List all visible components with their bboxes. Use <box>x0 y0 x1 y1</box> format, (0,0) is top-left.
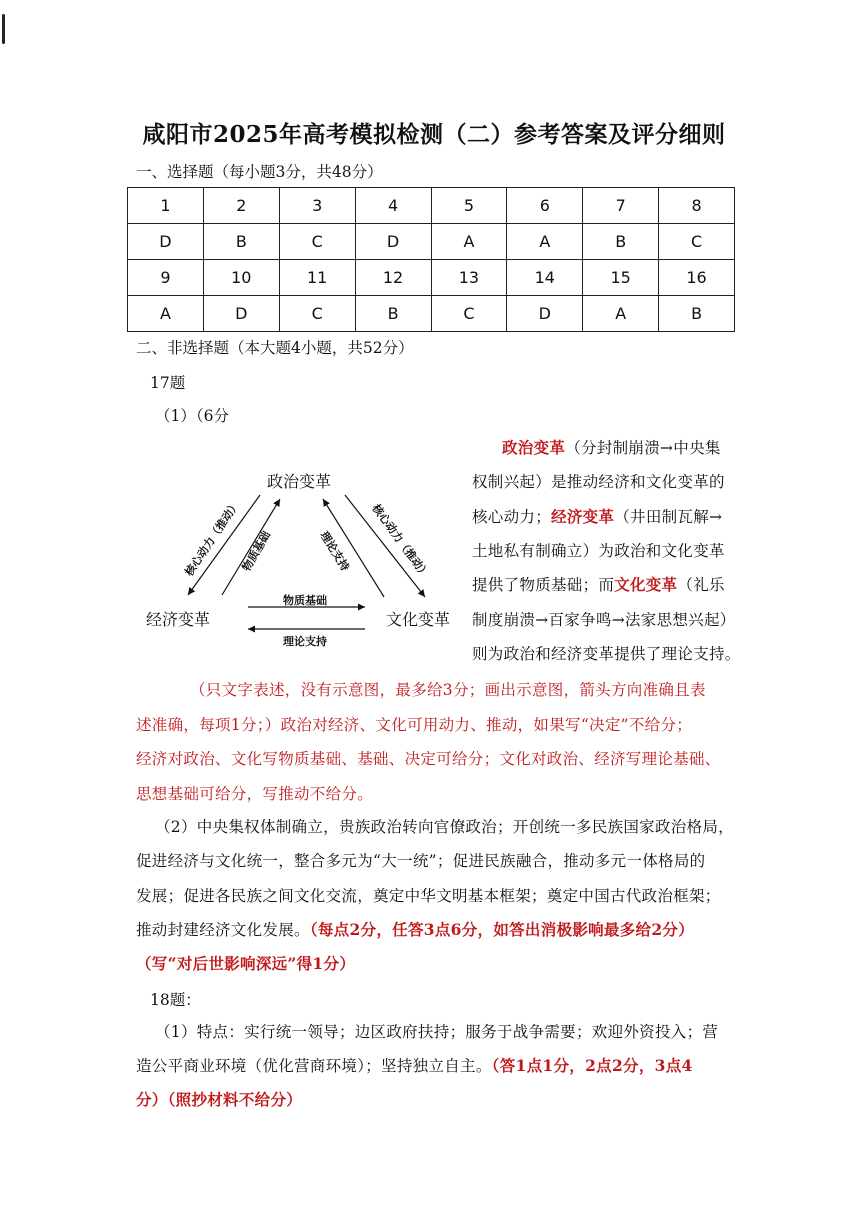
highlighted-text: （答1点1分，2点2分，3点4 <box>491 1056 693 1075</box>
highlighted-text: 政治变革 <box>502 438 566 457</box>
answer-letter-row <box>128 224 735 260</box>
q17-part1-label: （1）（6分 <box>155 407 229 425</box>
answer-letter-cell: D <box>507 296 583 332</box>
highlighted-text: 思想基础可给分，写推动不给分。 <box>136 784 374 803</box>
node-culture: 文化变革 <box>386 610 451 629</box>
text-span: 发展；促进各民族之间文化交流，奠定中华文明基本框架；奠定中国古代政治框架； <box>136 886 721 905</box>
answer-letter-cell: C <box>279 224 355 260</box>
text-line <box>472 573 725 595</box>
question-number-cell: 14 <box>507 260 583 296</box>
question-number-cell: 16 <box>659 260 735 296</box>
question-number-cell: 13 <box>431 260 507 296</box>
text-span: 促进经济与文化统一，整合多元为“大一统”；促进民族融合，推动多元一体格局的 <box>136 852 706 871</box>
text-line <box>472 539 725 561</box>
question-number-cell: 12 <box>355 260 431 296</box>
answer-table <box>127 187 735 332</box>
node-politics: 政治变革 <box>267 472 332 491</box>
highlighted-text: （写“对后世影响深远”得1分） <box>136 954 356 974</box>
highlighted-text: 经济对政治、文化写物质基础、基础、决定可给分；文化对政治、经济写理论基础、 <box>136 750 721 768</box>
question-number-cell: 9 <box>128 260 204 296</box>
text-line <box>136 1054 693 1076</box>
text-span: （礼乐 <box>677 576 725 595</box>
section1-heading: 一、选择题（每小题3分，共48分） <box>136 163 383 181</box>
question-number-cell: 10 <box>203 260 279 296</box>
highlighted-text: 述准确，每项1分；）政治对经济、文化可用动力、推动，如果写“决定”不给分； <box>136 715 693 734</box>
text-span: 权制兴起）是推动经济和文化变革的 <box>472 473 725 492</box>
reform-relation-diagram <box>140 455 470 665</box>
highlighted-text: （只文字表述，没有示意图，最多给3分；画出示意图，箭头方向准确且表 <box>190 681 706 699</box>
question-number-cell: 7 <box>583 188 659 224</box>
text-span: 推动封建经济文化发展。 <box>136 920 310 939</box>
answer-letter-cell: B <box>583 224 659 260</box>
text-span: 土地私有制确立）为政治和文化变革 <box>472 541 725 560</box>
text-line <box>472 505 722 527</box>
text-span: 制度崩溃→百家争鸣→法家思想兴起） <box>472 610 736 629</box>
label-left-inner: 物质基础 <box>239 528 274 574</box>
answer-letter-cell: A <box>431 224 507 260</box>
page-title: 咸阳市2025年高考模拟检测（二）参考答案及评分细则 <box>142 121 726 148</box>
text-line <box>472 470 725 492</box>
highlighted-text: 经济变革 <box>551 506 615 526</box>
question-number-cell: 1 <box>128 188 204 224</box>
highlighted-text: （每点2分，任答3点6分，如答出消极影响最多给2分） <box>309 919 695 939</box>
question-number-cell: 2 <box>203 188 279 224</box>
question-number-row <box>128 188 735 224</box>
answer-letter-cell: B <box>355 296 431 332</box>
text-span: 则为政治和经济变革提供了理论支持。 <box>472 644 741 663</box>
text-line <box>136 952 355 974</box>
question-number-cell: 4 <box>355 188 431 224</box>
question-number-cell: 5 <box>431 188 507 224</box>
text-span: （分封制崩溃→中央集 <box>565 439 721 457</box>
text-line <box>472 642 741 664</box>
q17-label: 17题 <box>150 374 186 392</box>
answer-letter-cell: C <box>659 224 735 260</box>
question-number-row <box>128 260 735 296</box>
answer-letter-cell: A <box>583 296 659 332</box>
answer-letter-cell: D <box>355 224 431 260</box>
text-line <box>136 1088 302 1110</box>
text-line <box>155 815 734 837</box>
text-span: （2）中央集权体制确立，贵族政治转向官僚政治；开创统一多民族国家政治格局， <box>155 818 734 836</box>
q18-label: 18题： <box>150 991 201 1009</box>
page-corner-mark <box>2 14 5 44</box>
section2-heading: 二、非选择题（本大题4小题，共52分） <box>136 339 414 357</box>
answer-letter-cell: D <box>128 224 204 260</box>
answer-letter-row <box>128 296 735 332</box>
answer-letter-cell: D <box>203 296 279 332</box>
text-line <box>472 608 736 630</box>
answer-letter-cell: B <box>203 224 279 260</box>
label-right-outer: 核心动力（推动） <box>369 501 432 581</box>
text-line <box>136 918 694 940</box>
text-span: 提供了物质基础；而 <box>472 576 615 595</box>
question-number-cell: 6 <box>507 188 583 224</box>
question-number-cell: 15 <box>583 260 659 296</box>
question-number-cell: 8 <box>659 188 735 224</box>
label-bottom-upper: 物质基础 <box>283 594 327 607</box>
answer-letter-cell: A <box>507 224 583 260</box>
text-line <box>136 884 721 906</box>
text-line <box>136 782 373 804</box>
question-number-cell: 11 <box>279 260 355 296</box>
answer-letter-cell: B <box>659 296 735 332</box>
highlighted-text: 文化变革 <box>614 575 678 595</box>
label-right-inner: 理论支持 <box>317 529 352 574</box>
text-span: 核心动力； <box>472 507 552 526</box>
answer-letter-cell: C <box>431 296 507 332</box>
answer-letter-cell: A <box>128 296 204 332</box>
text-span: （井田制瓦解→ <box>614 507 723 526</box>
text-span: （1）特点：实行统一领导；边区政府扶持；服务于战争需要；欢迎外资投入；营 <box>155 1023 719 1041</box>
highlighted-text: 分）（照抄材料不给分） <box>136 1090 303 1109</box>
text-line <box>502 436 721 458</box>
text-line <box>136 713 692 735</box>
node-economy: 经济变革 <box>146 610 211 629</box>
answer-letter-cell: C <box>279 296 355 332</box>
text-line <box>155 1020 718 1042</box>
text-span: 造公平商业环境（优化营商环境）；坚持独立自主。 <box>136 1057 492 1075</box>
text-line <box>136 747 721 769</box>
question-number-cell: 3 <box>279 188 355 224</box>
text-line <box>190 678 706 700</box>
text-line <box>136 849 705 871</box>
label-bottom-lower: 理论支持 <box>283 635 327 648</box>
label-left-outer: 核心动力（推动） <box>182 498 243 579</box>
